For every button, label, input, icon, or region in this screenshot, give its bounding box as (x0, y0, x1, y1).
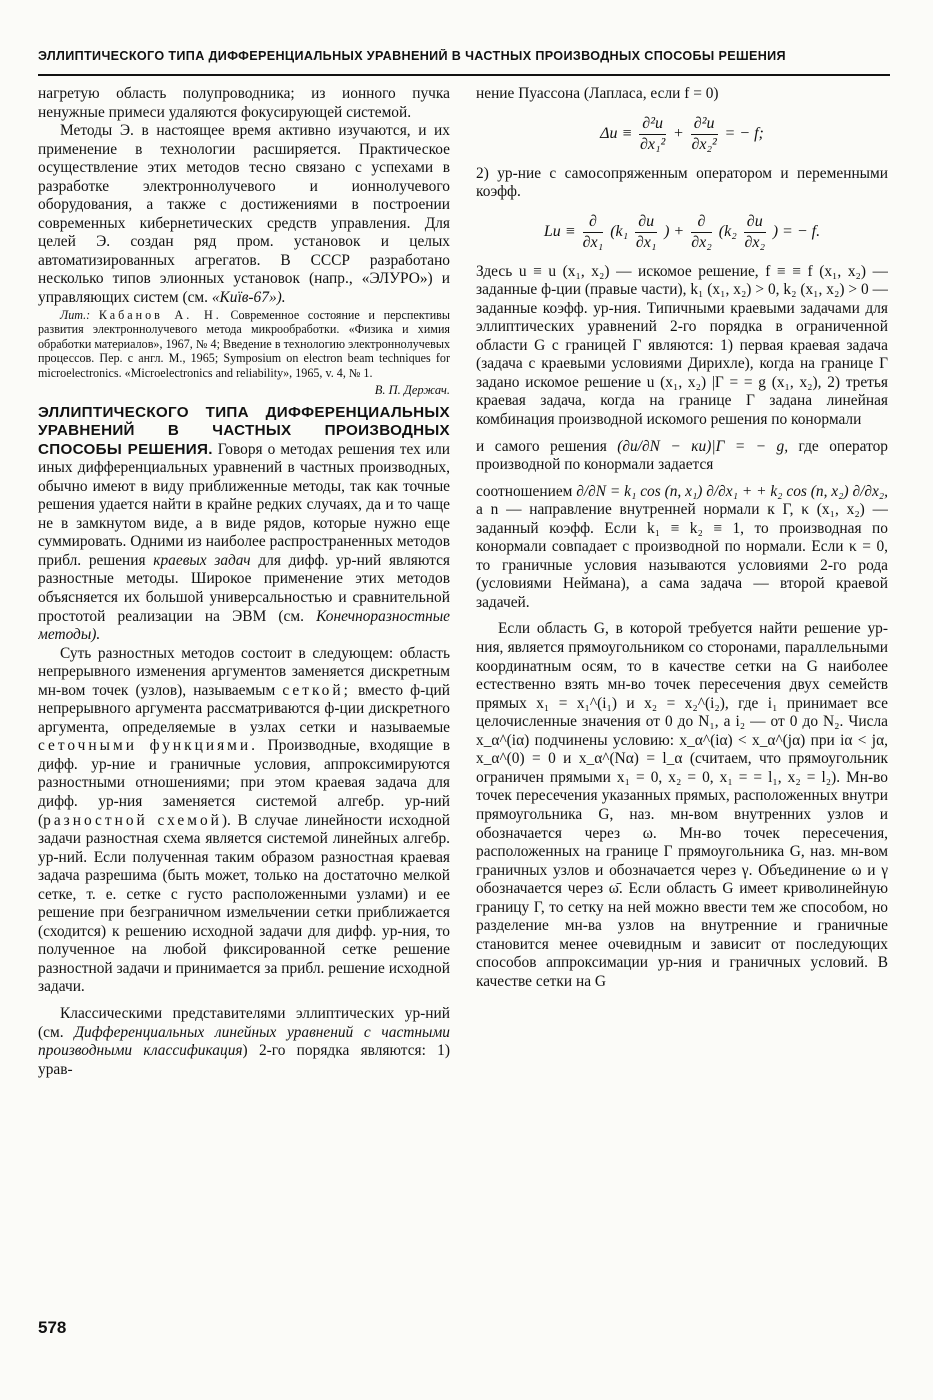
formula-part: Δu ≡ (600, 124, 633, 142)
formula-part: + (673, 124, 684, 142)
text: а n — направление внутренней нормали к Г, κ (x₁, x₂) — заданный коэфф. Если k₁ ≡ k₂ ≡ 1, то производная по конормали совпадает с производной по нормали. Если κ = 0, то граничные условия называются условиями 2-го рода (условиями Неймана), а сама задача — второй краевой задачей. (476, 501, 888, 611)
paragraph (38, 645, 450, 997)
text: Говоря о методах решения тех или иных дифференциальных уравнений в частных производных, обычно имеют в виду приближенные методы, так как точные решения удается найти в крайне редких случаях, да и то чаще не в замкнутом виде, а в виде рядов, которые нужно еще суммировать. Одними из наиболее распространенных методов прибл. решения (38, 440, 450, 569)
formula-part: Lu ≡ (543, 222, 576, 240)
header-rule (38, 74, 890, 76)
formula-part: = − f; (724, 124, 764, 142)
fraction (691, 114, 718, 155)
spaced-term: разностной схемой (43, 811, 222, 829)
text: Суть разностных методов состоит в следующем: область непрерывного изменения аргументов заменяется дискретным мн-вом точек (узлов), называемым (38, 644, 450, 699)
formula-part: ) + (664, 222, 685, 240)
denominator: ∂x₁² (639, 135, 666, 153)
inline-formula: ∂/∂N = k₁ cos (n, x₁) ∂/∂x₁ + + k₂ cos (n, x₂) ∂/∂x₂, (576, 482, 888, 500)
spaced-term: сеточными функциями. (38, 737, 258, 755)
formula-part: ) = − f. (772, 222, 821, 240)
fraction (691, 212, 712, 253)
paragraph (38, 122, 450, 307)
fraction (635, 212, 657, 253)
text: где оператор производной по конормали задается (476, 437, 888, 474)
cross-reference[interactable]: Дифференциальных линейных уравнений с частными производными классификация (38, 1023, 450, 1060)
paragraph (38, 1005, 450, 1079)
paragraph: 2) ур-ние с самосопряженным оператором и переменными коэфф. (476, 164, 888, 201)
paragraph: Здесь u ≡ u (x₁, x₂) — искомое решение, f ≡ ≡ f (x₁, x₂) — заданные ф-ции (правые части), k₁ (x₁, x₂) > 0, k₂ (x₁, x₂) > 0 — заданные коэфф. ур-ния. Типичными краевыми задачами для эллиптических уравнений 2-го порядка в ограниченной области G с границей Г являются: 1) первая краевая задача (задача с краевыми условиями Дирихле), когда на границе Г задано искомое решение u (x₁, x₂) |Г = = g (x₁, x₂), 2) третья краевая задача, когда на границе Г задана линейная комбинация производной искомого решения по конормали (476, 262, 888, 429)
numerator: ∂²u (639, 114, 666, 135)
text: ) 2-го порядка являются: 1) урав- (38, 1042, 450, 1078)
numerator: ∂²u (691, 114, 718, 135)
spaced-term: сеткой; (282, 681, 351, 699)
left-column (38, 85, 450, 1303)
fraction (639, 114, 666, 155)
text: Производные, входящие в дифф. ур-ние и граничные условия, аппроксимируются разностными отношениями; при этом краевая задача для дифф. ур-ния заменяется системой алгебр. ур-ний ( (38, 737, 450, 829)
paragraph: Если область G, в которой требуется найти решение ур-ния, является прямоугольником со сторонами, параллельными координатным осям, то в качестве сетки на G наиболее естественно взять мн-во точек пересечения двух семейств прямых x₁ = x₁^(i₁) и x₂ = x₂^(i₂), где i₁ принимает все целочисленные значения от 0 до N₁, а i₂ — от 0 до N₂. Числа x_α^(iα) подчинены условию: x_α^(iα) < x_α^(jα) при iα < jα, x_α^(0) = 0 и x_α^(Nα) = l_α (считаем, что прямоугольник ограничен прямыми x₁ = 0, x₂ = 0, x₁ = = l₁, x₂ = l₂). Мн-во точек пересечения указанных прямых, расположенных внутри прямоугольника G, наз. мн-вом внутренних узлов и обозначается через ω. Мн-во точек пересечения, расположенных на границе Г прямоугольника G, наз. мн-вом граничных узлов и обозначается через γ. Объединение ω и γ обозначается через ω̄. Если область G имеет криволинейную границу Г, то сетку на ней можно ввести тем же способом, но разделение мн-ва узлов на внутренние и граничные становится менее очевидным и зависит от последующих способов аппроксимации ур-ния и граничных условий. В качестве сетки на G (476, 620, 888, 990)
fraction (744, 212, 766, 253)
paragraph (476, 483, 888, 613)
denominator: ∂x₂² (691, 135, 717, 153)
italic-term: краевых задач (153, 551, 251, 569)
cross-reference[interactable]: Конечноразностные методы). (38, 607, 450, 644)
fraction (583, 212, 604, 253)
inline-formula: (∂u/∂N − κu)|Г = − g, (617, 437, 789, 455)
formula-part: (k₂ (718, 222, 737, 240)
literature-text: Современное состояние и перспективы развития электроннолучевого метода микрообработки. «Физика и химия обработки материалов», 1967, № 4; Введение в технологию электроннолучевых процессов. Пер. с англ. М., 1965; Symposium on electron beam techniques for microelectronics. «Microelectronics and reliability», 1965, v. 4, № 1. (38, 307, 450, 380)
formula-part: (k₁ (610, 222, 629, 240)
denominator: ∂x₁ (635, 233, 657, 251)
denominator: ∂x₂ (744, 233, 766, 251)
numerator: ∂ (583, 212, 604, 233)
right-column (476, 85, 888, 1303)
literature-label: Лит.: (60, 307, 91, 322)
literature (38, 308, 450, 381)
denominator: ∂x₂ (691, 233, 712, 251)
text: Классическими представителями эллиптических ур-ний (см. (38, 1005, 450, 1041)
paragraph: нение Пуассона (Лапласа, если f = 0) (476, 85, 719, 102)
article-heading: ЭЛЛИПТИЧЕСКОГО ТИПА ДИФФЕРЕНЦИАЛЬНЫХ УРАВНЕНИЙ В ЧАСТНЫХ ПРОИЗВОДНЫХ СПОСОБЫ РЕШЕНИЯ. (38, 403, 450, 458)
cross-reference[interactable]: «Киïв-67»). (211, 289, 286, 307)
page-number: 578 (38, 1318, 67, 1337)
numerator: ∂u (744, 212, 766, 233)
running-header: ЭЛЛИПТИЧЕСКОГО ТИПА ДИФФЕРЕНЦИАЛЬНЫХ УРАВНЕНИЙ В ЧАСТНЫХ ПРОИЗВОДНЫХ СПОСОБЫ РЕШЕНИЯ (38, 49, 786, 63)
text: для дифф. ур-ний являются разностные методы. Широкое применение этих методов объясняется их большой универсальностью и сравнительной простотой реализации на ЭВМ (см. (38, 551, 450, 625)
denominator: ∂x₁ (582, 233, 604, 251)
numerator: ∂u (635, 212, 657, 233)
text: Методы Э. в настоящее время активно изучаются, и их применение в технологии расширяется. Практическое осуществление этих методов тесно связано с успехами в разработке электроннолучевого и ионнолучевого оборудования, а также с достижениями в построении современных кибернетических средств управления. Для целей Э. создан ряд пром. установок и целых автоматизированных агрегатов. В СССР разработано несколько типов элионных установок (напр., «ЭЛУРО») и управляющих систем (см. (38, 122, 450, 307)
formula-selfadjoint (476, 202, 888, 263)
literature-author: Кабанов А. Н. (98, 307, 222, 322)
text: вместо ф-ций непрерывного аргумента рассматриваются ф-ции дискретного аргумента, определяемые в узлах сетки и называемые (38, 681, 450, 736)
text: ). В случае линейности исходной задачи разностная схема является системой линейных алгебр. ур-ний. Если полученная таким образом разностная краевая задача разрешима (быть может, только на достаточно мелкой сетке, т. е. сетке с густо расположенными узлами) и ее решение при безграничном измельчении сетки приближается (сходится) к решению исходной задачи для дифф. ур-ния, то полученное на любой фиксированной сетке решение разностной задачи и принимается за прибл. решение исходной задачи. (38, 811, 450, 996)
text: соотношением (476, 482, 573, 500)
paragraph: нагретую область полупроводника; из ионного пучка ненужные примеси удаляются фокусирующей системой. (38, 85, 450, 121)
text: и самого решения (476, 437, 607, 455)
paragraph (476, 438, 888, 475)
author-signature: В. П. Держач. (374, 382, 450, 397)
formula-poisson (476, 104, 888, 165)
numerator: ∂ (691, 212, 712, 233)
article-paragraph (38, 404, 450, 645)
